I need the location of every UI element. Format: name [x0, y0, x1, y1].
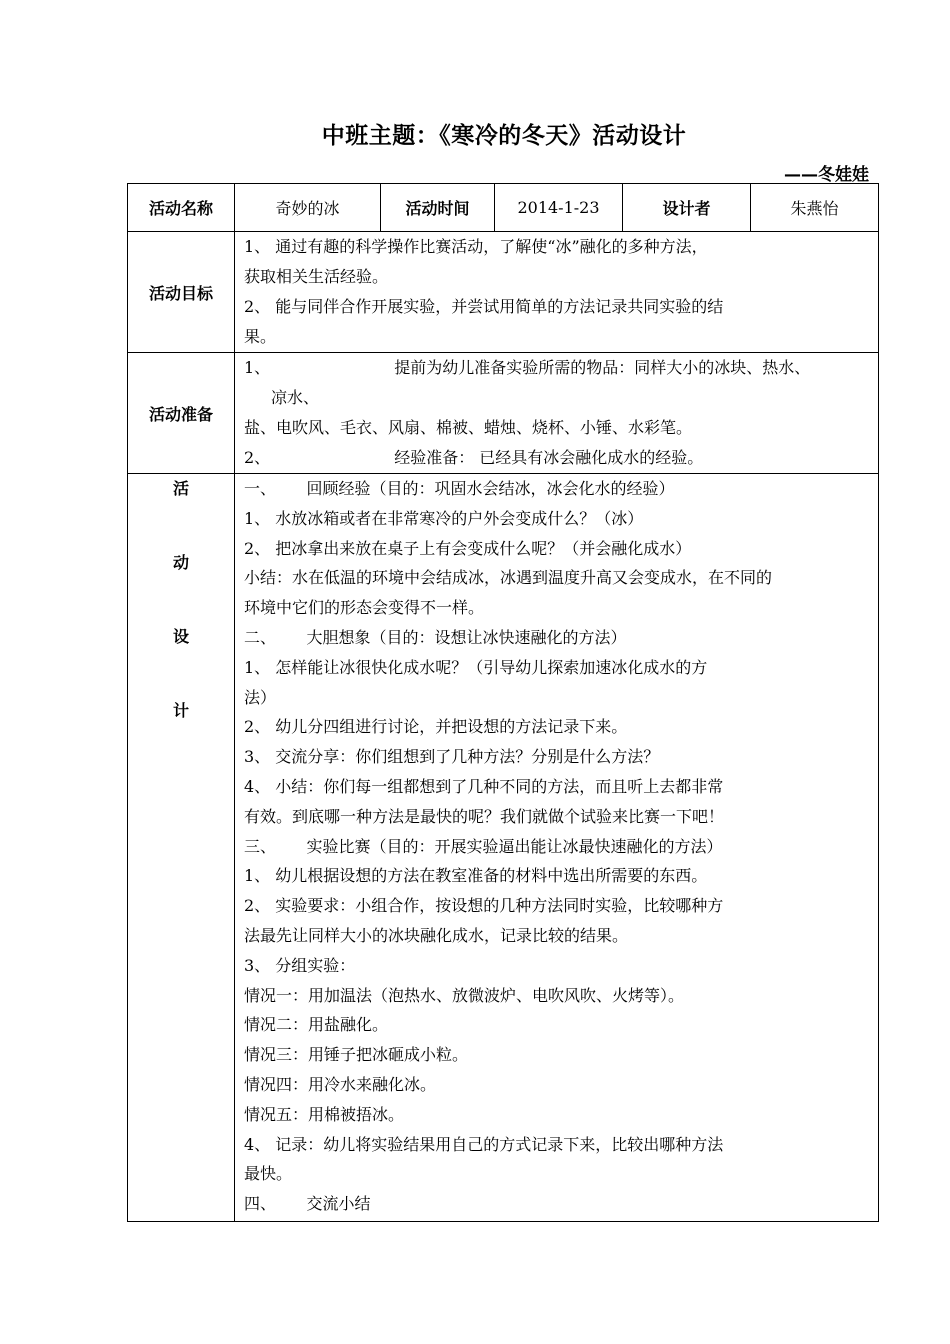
goals-line: 果。 [244, 327, 277, 346]
prep-line: 盐、电吹风、毛衣、风扇、棉被、蜡烛、烧杯、小锤、水彩笔。 [244, 418, 693, 437]
goals-line: 1、 通过有趣的科学操作比赛活动，了解使“冰”融化的多种方法， [244, 237, 708, 256]
designer-label: 设计者 [623, 184, 751, 232]
design-label-char: 设 [172, 627, 189, 646]
design-line: 情况一：用加温法（泡热水、放微波炉、电吹风吹、火烤等）。 [244, 985, 685, 1005]
design-line: 三、 实验比赛（目的：开展实验逼出能让冰最快速融化的方法） [244, 836, 723, 856]
goals-line: 2、 能与同伴合作开展实验，并尝试用简单的方法记录共同实验的结 [244, 297, 724, 316]
goals-content [235, 232, 879, 353]
design-line: 4、 记录：幼儿将实验结果用自己的方式记录下来，比较出哪种方法 [244, 1134, 724, 1154]
design-line: 2、 实验要求：小组合作，按设想的几种方法同时实验，比较哪种方 [244, 896, 724, 916]
design-line: 2、 幼儿分四组进行讨论，并把设想的方法记录下来。 [244, 717, 628, 737]
activity-name-label: 活动名称 [128, 184, 235, 232]
design-line: 3、 交流分享：你们组想到了几种方法？分别是什么方法？ [244, 747, 660, 767]
design-line: 法最先让同样大小的冰块融化成水，记录比较的结果。 [244, 925, 629, 945]
design-label-char: 动 [172, 553, 189, 572]
design-line: 4、 小结：你们每一组都想到了几种不同的方法，而且听上去都非常 [244, 776, 724, 796]
activity-time-label: 活动时间 [381, 184, 495, 232]
design-line: 情况二：用盐融化。 [244, 1015, 389, 1035]
goals-line: 获取相关生活经验。 [244, 267, 389, 286]
prep-item1-number: 1、 [244, 358, 271, 377]
info-row [128, 184, 879, 232]
prep-row [128, 353, 879, 474]
prep-item1-text: 提前为幼儿准备实验所需的物品：同样大小的冰块、热水、 [394, 358, 811, 377]
design-line: 1、 怎样能让冰很快化成水呢？（引导幼儿探索加速冰化成水的方 [244, 657, 708, 677]
activity-name-value: 奇妙的冰 [235, 184, 381, 232]
design-line: 有效。到底哪一种方法是最快的呢？我们就做个试验来比赛一下吧！ [244, 806, 725, 826]
design-line: 3、 分组实验： [244, 955, 356, 975]
designer-value: 朱燕怡 [751, 184, 879, 232]
document-title: 中班主题：《寒冷的冬天》活动设计 [321, 123, 687, 149]
design-label [128, 474, 235, 1222]
design-line: 情况三：用锤子把冰砸成小粒。 [244, 1045, 469, 1065]
prep-item2-number: 2、 [244, 448, 271, 467]
activity-table [127, 183, 879, 1222]
design-line: 二、 大胆想象（目的：设想让冰快速融化的方法） [244, 627, 627, 647]
design-label-char: 活 [172, 479, 189, 498]
design-row [128, 474, 879, 1222]
prep-line [244, 353, 878, 383]
goals-row [128, 232, 879, 353]
design-line: 情况五：用棉被捂冰。 [244, 1104, 405, 1124]
prep-line: 凉水、 [271, 388, 320, 407]
prep-line [244, 443, 878, 473]
design-line: 2、 把冰拿出来放在桌子上有会变成什么呢？（并会融化成水） [244, 538, 692, 558]
prep-content [235, 353, 879, 474]
design-line: 1、 幼儿根据设想的方法在教室准备的材料中选出所需要的东西。 [244, 866, 708, 886]
design-label-char: 计 [172, 701, 189, 720]
design-line: 一、 回顾经验（目的：巩固水会结冰，冰会化水的经验） [244, 479, 675, 498]
document-author: ——冬娃娃 [784, 165, 869, 185]
design-content [235, 474, 879, 1222]
design-line: 环境中它们的形态会变得不一样。 [244, 598, 485, 618]
design-line: 四、 交流小结 [244, 1194, 371, 1214]
design-line: 小结：水在低温的环境中会结成冰，冰遇到温度升高又会变成水，在不同的 [244, 568, 773, 588]
design-line: 情况四：用冷水来融化冰。 [244, 1074, 437, 1094]
prep-label: 活动准备 [128, 353, 235, 474]
design-line: 最快。 [244, 1164, 293, 1184]
design-line: 法） [244, 687, 277, 707]
activity-time-value: 2014-1-23 [495, 184, 623, 232]
goals-label: 活动目标 [128, 232, 235, 353]
design-line: 1、 水放冰箱或者在非常寒冷的户外会变成什么？（冰） [244, 508, 644, 528]
prep-item2-text: 经验准备： 已经具有冰会融化成水的经验。 [394, 448, 704, 467]
